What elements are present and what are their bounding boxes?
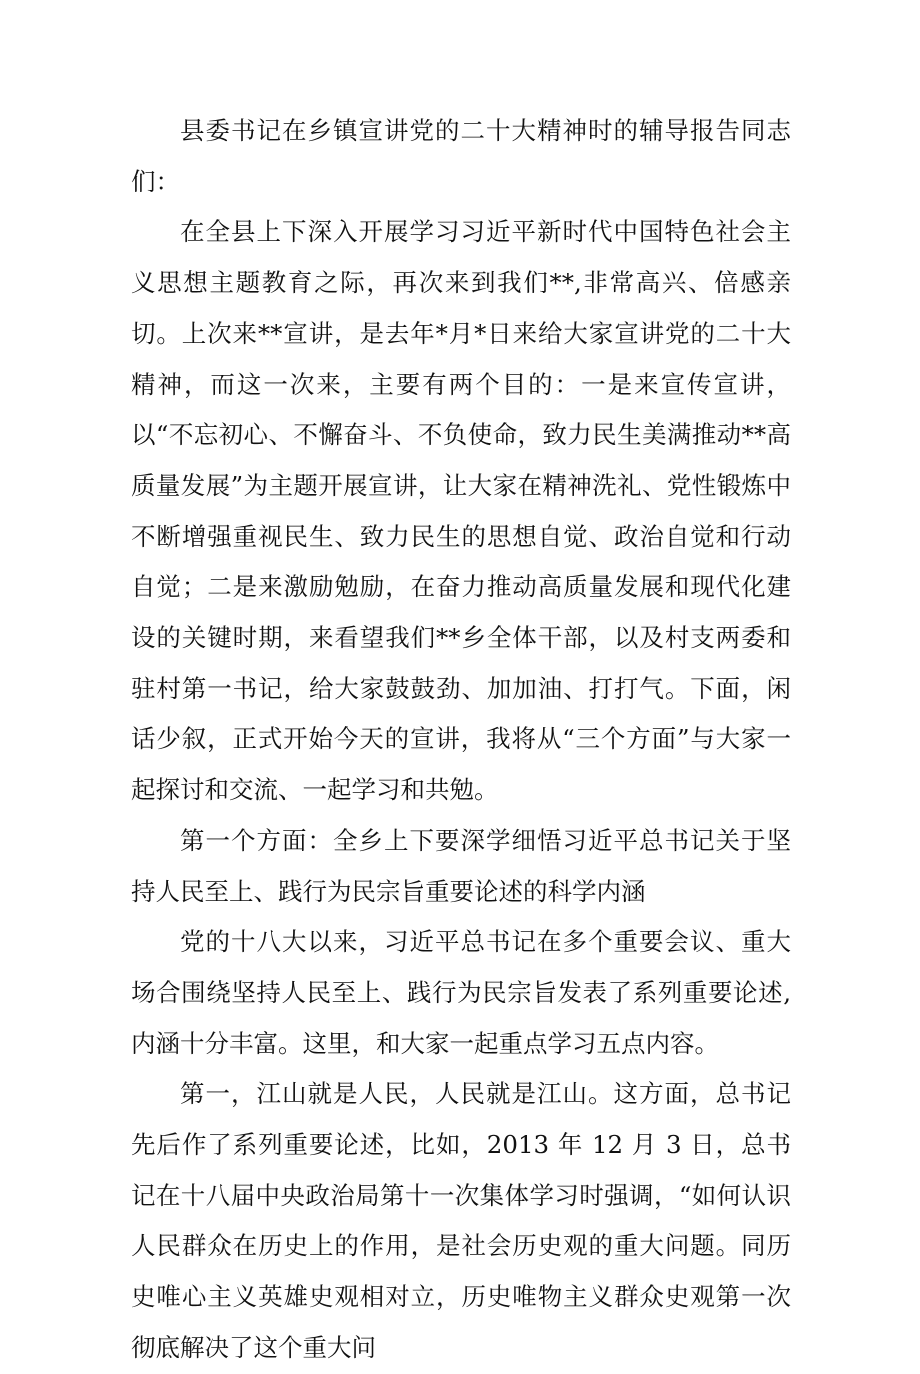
point-one-paragraph: 第一，江山就是人民，人民就是江山。这方面，总书记先后作了系列重要论述，比如，2013 年 12 月 3 日，总书记在十八届中央政治局第十一次集体学习时强调，“如何认识人民群众在历史上的作用，是社会历史观的重大问题。同历史唯心主义英雄史观相对立，历史唯物主义群众史观第一次彻底解决了这个重大问 <box>131 1079 791 1362</box>
opening-paragraph: 在全县上下深入开展学习习近平新时代中国特色社会主义思想主题教育之际，再次来到我们**,非常高兴、倍感亲切。上次来**宣讲，是去年*月*日来给大家宣讲党的二十大精神，而这一次来，主要有两个目的：一是来宣传宣讲，以“不忘初心、不懈奋斗、不负使命，致力民生美满推动**高质量发展”为主题开展宣讲，让大家在精神洗礼、党性锻炼中不断增强重视民生、致力民生的思想自觉、政治自觉和行动自觉；二是来激励勉励，在奋力推动高质量发展和现代化建设的关键时期，来看望我们**乡全体干部，以及村支两委和驻村第一书记，给大家鼓鼓劲、加加油、打打气。下面，闲话少叙，正式开始今天的宣讲，我将从“三个方面”与大家一起探讨和交流、一起学习和共勉。 <box>131 217 791 805</box>
document-title-line: 县委书记在乡镇宣讲党的二十大精神时的辅导报告同志们： <box>131 116 791 196</box>
section-heading-1: 第一个方面：全乡上下要深学细悟习近平总书记关于坚持人民至上、践行为民宗旨重要论述的科学内涵 <box>131 825 791 906</box>
document-body <box>131 106 791 1374</box>
section-intro-paragraph: 党的十八大以来，习近平总书记在多个重要会议、重大场合围绕坚持人民至上、践行为民宗旨发表了系列重要论述,内涵十分丰富。这里，和大家一起重点学习五点内容。 <box>131 927 791 1058</box>
